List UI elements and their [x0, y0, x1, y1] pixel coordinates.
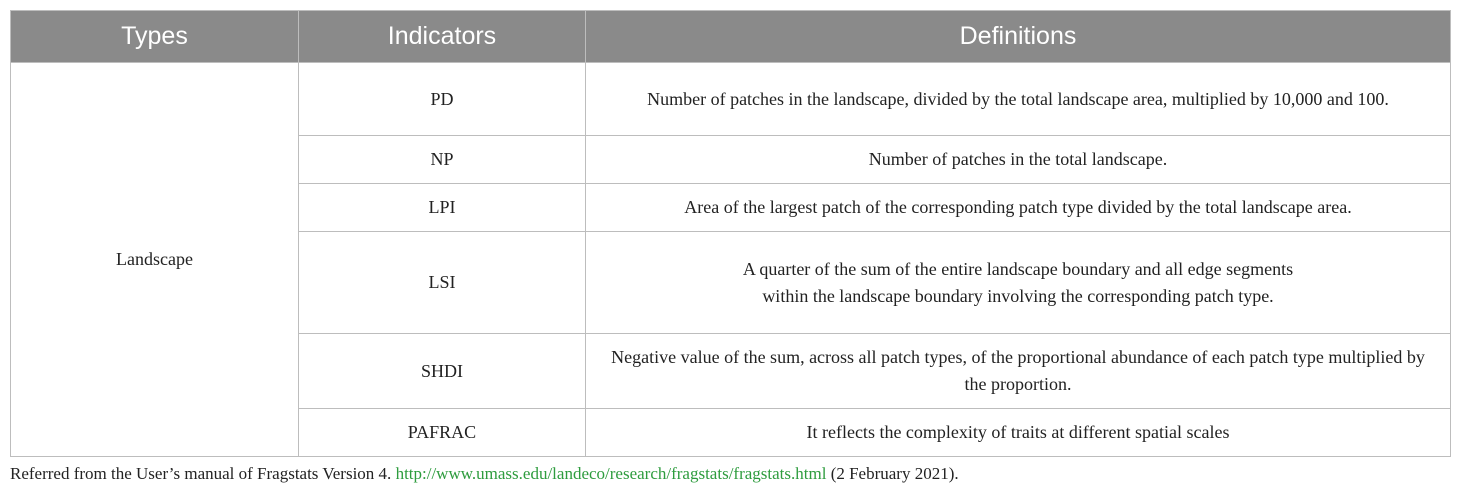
definition-cell [586, 184, 1451, 232]
definition-text: A quarter of the sum of the entire landscape boundary and all edge segments within the landscape boundary involving the corresponding patch type. [742, 258, 1294, 306]
indicator-cell: LSI [299, 232, 586, 334]
definition-text: It reflects the complexity of traits at different spatial scales [806, 422, 1230, 442]
table-footnote [10, 464, 959, 484]
header-indicators: Indicators [299, 11, 586, 63]
indicator-cell: NP [299, 136, 586, 184]
indicator-cell: LPI [299, 184, 586, 232]
fragstats-link[interactable]: http://www.umass.edu/landeco/research/fragstats/fragstats.html [395, 464, 827, 483]
indicator-cell: PD [299, 63, 586, 136]
definition-text: Area of the largest patch of the corresponding patch type divided by the total landscape area. [684, 197, 1352, 217]
definition-text: Negative value of the sum, across all patch types, of the proportional abundance of each patch type multiplied by the proportion. [611, 347, 1425, 394]
definition-cell [586, 334, 1451, 409]
definition-text: Number of patches in the total landscape. [868, 149, 1168, 169]
definition-text: Number of patches in the landscape, divided by the total landscape area, multiplied by 10,000 and 100. [647, 88, 1389, 109]
definition-cell [586, 136, 1451, 184]
table-header-row [11, 11, 1451, 63]
header-definitions: Definitions [586, 11, 1451, 63]
indicator-cell: PAFRAC [299, 409, 586, 457]
header-types: Types [11, 11, 299, 63]
indicator-cell: SHDI [299, 334, 586, 409]
definition-cell [586, 409, 1451, 457]
table-row [11, 63, 1451, 136]
footnote-prefix: Referred from the User’s manual of Fragstats Version 4. [10, 464, 392, 483]
type-cell-landscape: Landscape [11, 63, 299, 457]
landscape-indicators-table [10, 10, 1451, 457]
definition-cell [586, 232, 1451, 334]
definition-cell [586, 63, 1451, 136]
indicator-table-container [10, 10, 1450, 457]
footnote-suffix: (2 February 2021). [830, 464, 959, 483]
